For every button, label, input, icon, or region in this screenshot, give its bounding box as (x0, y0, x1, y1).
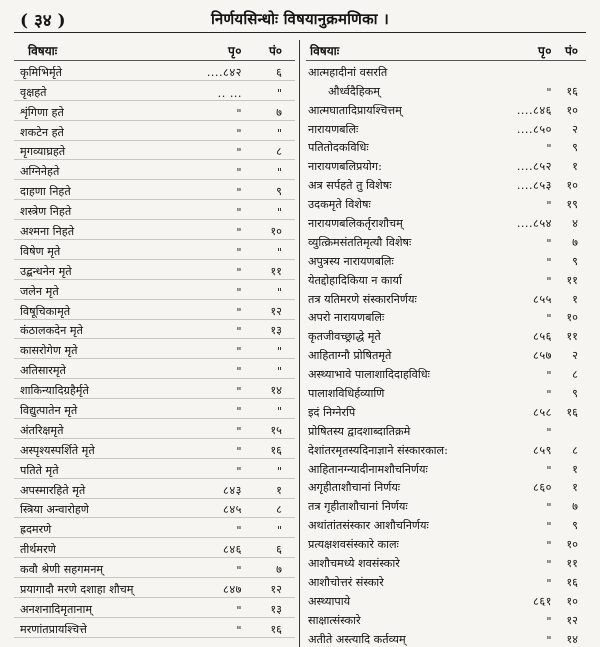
index-entry (14, 518, 295, 538)
entry-subject: तत्र गृहीताशौचानां निर्णयः (308, 500, 408, 514)
index-entry (306, 552, 586, 571)
entry-page-number: " (546, 633, 552, 647)
index-entry (14, 459, 295, 479)
entry-subject: जलेन मृते (20, 284, 59, 298)
entry-page-number: ८४७ (223, 583, 242, 597)
entry-subject: स्त्रिया अन्वारोहणे (20, 503, 89, 517)
entry-page-number: " (236, 325, 242, 339)
index-entry (306, 477, 586, 496)
index-entry (14, 399, 295, 419)
index-entry (14, 618, 295, 638)
entry-subject: अगृहीताशौचानां निर्णयः (308, 481, 401, 495)
entry-page-number: " (236, 444, 242, 458)
entry-line-number: ६ (276, 65, 282, 79)
entry-line-number: १६ (270, 443, 282, 457)
entry-subject: ह्रदमरणे (20, 523, 52, 537)
entry-page-number: " (236, 464, 242, 478)
entry-line-number: १ (572, 462, 578, 476)
entry-page-number: ....८५० (516, 122, 552, 136)
index-entry (14, 320, 295, 340)
index-entry (14, 558, 295, 578)
index-entry (14, 121, 295, 141)
entry-subject: येतद्दोहादिकिया न कार्या (308, 273, 402, 287)
index-entry (306, 514, 586, 533)
index-entry (306, 571, 586, 590)
entry-line-number: ११ (566, 273, 578, 287)
index-entry (14, 141, 295, 161)
entry-line-number: " (276, 245, 282, 259)
entry-subject: आहितानग्न्यादीनामशौचनिर्णयः (308, 462, 428, 476)
entry-line-number: १६ (270, 622, 282, 636)
entry-subject: मृगव्याघ्रहते (20, 145, 66, 159)
entry-page-number: " (546, 255, 552, 269)
index-entry (306, 590, 586, 609)
entry-line-number: १६ (566, 405, 578, 419)
entry-page-number: ....८५२ (516, 160, 552, 174)
entry-subject: शृंगिणा हते (20, 105, 64, 119)
left-column-header (14, 40, 295, 61)
entry-line-number: " (276, 206, 282, 220)
entry-line-number: ९ (572, 141, 578, 155)
entry-page-number: ....८४६ (516, 103, 552, 117)
entry-page-number: " (236, 206, 242, 220)
entry-page-number: " (546, 369, 552, 383)
index-entry (306, 363, 586, 382)
entry-line-number: " (276, 126, 282, 140)
entry-page-number: " (546, 199, 552, 213)
index-entry (306, 533, 586, 552)
entry-subject: मरणांतप्रायश्चित्ते (20, 622, 87, 636)
entry-line-number: ११ (270, 264, 282, 278)
entry-page-number: ८५८ (533, 405, 552, 419)
entry-line-number: ११ (566, 330, 578, 344)
entry-subject: विषेण मृते (20, 244, 61, 258)
index-entry (306, 118, 586, 137)
entry-subject: आत्महादीनां वसरति (308, 65, 388, 79)
entry-subject: अपस्मारहिते मृते (20, 483, 86, 497)
entry-line-number: १ (572, 481, 578, 495)
entry-subject: अग्निनेहते (20, 165, 60, 179)
entry-line-number: १४ (566, 632, 578, 646)
index-entry (14, 200, 295, 220)
index-entry (306, 155, 586, 174)
index-entry (306, 420, 586, 439)
entry-page-number: " (546, 558, 552, 572)
entry-page-number: " (546, 520, 552, 534)
entry-subject: आशौचमध्ये शवसंस्कारे (308, 557, 400, 571)
entry-page-number: " (546, 463, 552, 477)
entry-line-number: १० (270, 225, 282, 239)
index-entry (306, 61, 586, 80)
entry-subject: पतितोदकविधिः (308, 141, 369, 155)
entry-page-number: " (236, 603, 242, 617)
index-entry (14, 81, 295, 101)
entry-subject: प्रयागादौ मरणे दशाहा शौचम् (20, 583, 134, 597)
index-entry (14, 379, 295, 399)
index-entry (14, 180, 295, 200)
entry-page-number: " (546, 85, 552, 99)
entry-subject: अपरो नारायणबलिः (308, 311, 385, 325)
entry-page-number: " (546, 236, 552, 250)
index-entry (14, 419, 295, 439)
entry-subject: अतिसारमृते (20, 364, 66, 378)
index-entry (14, 260, 295, 280)
index-entry (306, 439, 586, 458)
index-entry (306, 174, 586, 193)
index-entry (306, 628, 586, 647)
subject-heading: विषयाः (310, 43, 340, 58)
entry-subject: कंठालकदेन मृते (20, 324, 83, 338)
entry-line-number: ७ (572, 235, 578, 249)
entry-line-number: ११ (566, 557, 578, 571)
entry-line-number: ७ (276, 105, 282, 119)
index-entry (14, 578, 295, 598)
entry-page-number: " (546, 142, 552, 156)
entry-subject: शस्त्रेण निहते (20, 205, 72, 219)
page-header (14, 8, 586, 33)
entry-page-number: ८४६ (223, 543, 242, 557)
entry-subject: विद्युत्पातेन मृते (20, 404, 78, 418)
page-heading: पृ० (227, 43, 242, 58)
entry-line-number: " (276, 285, 282, 299)
entry-subject: शाकिन्यादिग्रहैर्मृते (20, 384, 89, 398)
index-entry (14, 160, 295, 180)
index-entry (14, 61, 295, 81)
entry-subject: विषूचिकामृते (20, 304, 71, 318)
index-entry (14, 280, 295, 300)
entry-page-number: " (236, 245, 242, 259)
entry-line-number: १ (572, 292, 578, 306)
entry-page-number: ....८४२ (206, 65, 242, 79)
entry-page-number: ....८५३ (516, 179, 552, 193)
index-entry (14, 300, 295, 320)
entry-page-number: " (546, 425, 552, 439)
index-entry (306, 609, 586, 628)
entry-line-number: १ (276, 483, 282, 497)
entry-page-number: " (236, 524, 242, 538)
entry-page-number: " (236, 126, 242, 140)
entry-page-number: " (236, 226, 242, 240)
index-entry (306, 307, 586, 326)
entry-page-number: " (236, 385, 242, 399)
line-heading: पं० (564, 43, 578, 58)
entry-page-number: " (236, 345, 242, 359)
entry-line-number: १० (566, 538, 578, 552)
index-entry (306, 80, 586, 99)
entry-page-number: " (236, 623, 242, 637)
entry-page-number: ८५७ (533, 349, 552, 363)
index-entry (306, 193, 586, 212)
entry-page-number: " (236, 265, 242, 279)
index-entry (306, 458, 586, 477)
entry-subject: कवौ श्रेणी सहगमनम् (20, 563, 104, 577)
entry-line-number: " (276, 405, 282, 419)
entry-subject: दाहणा निहते (20, 185, 71, 199)
index-entry (306, 288, 586, 307)
entry-line-number: १२ (270, 583, 282, 597)
entry-page-number: .. ... (217, 86, 242, 100)
entry-line-number: २ (572, 122, 578, 136)
index-entry (306, 325, 586, 344)
left-index-column (14, 40, 300, 647)
entry-line-number: १५ (270, 423, 282, 437)
entry-page-number: " (546, 312, 552, 326)
entry-line-number: ९ (572, 254, 578, 268)
entry-page-number: " (546, 614, 552, 628)
entry-line-number: २ (572, 349, 578, 363)
entry-subject: अतीते अस्त्यादि कर्तव्यम् (308, 632, 406, 646)
entry-page-number: " (236, 285, 242, 299)
entry-line-number: १९ (566, 198, 578, 212)
entry-line-number: ९ (276, 185, 282, 199)
entry-subject: अश्मना निहते (20, 225, 75, 239)
index-entry (306, 137, 586, 156)
entry-page-number: ८५९ (533, 443, 552, 457)
entry-line-number: ९ (572, 519, 578, 533)
entry-line-number: ८ (276, 145, 282, 159)
entry-subject: देशांतरमृतस्यदिनाज्ञाने संस्कारकाल: (308, 443, 448, 457)
entry-page-number: " (236, 146, 242, 160)
entry-page-number: " (236, 424, 242, 438)
entry-page-number: " (546, 274, 552, 288)
entry-line-number: १४ (270, 384, 282, 398)
entry-subject: इदं निग्नेरपि (308, 405, 356, 419)
entry-subject: कृमिभिर्मृते (20, 65, 63, 79)
index-entry (306, 250, 586, 269)
entry-subject: कासरोगेण मृते (20, 344, 78, 358)
entry-page-number: ....८५४ (516, 217, 552, 231)
entry-line-number: ७ (276, 563, 282, 577)
entry-line-number: " (276, 365, 282, 379)
entry-page-number: " (546, 539, 552, 553)
entry-subject: अत्र सर्पहते तु विशेषः (308, 179, 392, 193)
entry-subject: नारायणबलिप्रयोग: (308, 160, 382, 174)
index-entry (14, 240, 295, 260)
entry-subject: शकटेन हते (20, 125, 64, 139)
entry-page-number: ८६० (533, 481, 552, 495)
entry-subject: आत्मघातादिप्रायश्चित्तम् (308, 103, 402, 117)
entry-line-number: १० (566, 311, 578, 325)
index-entry (14, 339, 295, 359)
entry-subject: अस्पृश्यस्पर्शिते मृते (20, 443, 95, 457)
entry-subject: प्रोषितस्य द्वादशाब्दातिक्रमे (308, 424, 411, 438)
index-entry (14, 439, 295, 459)
entry-subject: अस्थ्याभावे पालाशादिदाहविधिः (308, 368, 430, 382)
entry-line-number: " (276, 166, 282, 180)
entry-line-number: १३ (270, 324, 282, 338)
index-entry (14, 499, 295, 519)
entry-line-number: " (276, 345, 282, 359)
page-heading: पृ० (537, 43, 552, 58)
entry-page-number: ८६१ (533, 594, 552, 608)
entry-page-number: " (236, 106, 242, 120)
index-entry (14, 359, 295, 379)
entry-subject: नारायणबलिकर्तृराशौचम् (308, 217, 403, 231)
entry-page-number: " (546, 576, 552, 590)
entry-line-number: ९ (572, 387, 578, 401)
entry-subject: उद्बन्धनेन मृते (20, 264, 72, 278)
index-entry (306, 401, 586, 420)
entry-line-number: ६ (276, 543, 282, 557)
entry-page-number: ८५६ (533, 330, 552, 344)
entry-subject: अनशनादिमृतानाम् (20, 602, 93, 616)
entry-line-number: ८ (276, 503, 282, 517)
entry-line-number: १२ (566, 613, 578, 627)
entry-subject: और्ध्वदैहिकम् (328, 84, 380, 98)
entry-page-number: ८४५ (223, 503, 242, 517)
entry-line-number: १ (572, 160, 578, 174)
entry-page-number: " (236, 405, 242, 419)
entry-line-number: १० (566, 103, 578, 117)
entry-line-number: १० (566, 594, 578, 608)
entry-line-number: " (276, 86, 282, 100)
index-entry (306, 212, 586, 231)
entry-line-number: १६ (566, 575, 578, 589)
entry-subject: उदकमृते विशेषः (308, 198, 371, 212)
index-entry (306, 495, 586, 514)
page-number: ( ३४ ) (20, 11, 66, 31)
entry-line-number: " (276, 524, 282, 538)
entry-line-number: १६ (566, 84, 578, 98)
running-title: निर्णयसिन्धोः विषयानुक्रमणिका । (210, 10, 390, 28)
index-entry (14, 220, 295, 240)
entry-subject: साक्षात्संस्कारे (308, 613, 361, 627)
entry-line-number: ८ (572, 368, 578, 382)
entry-page-number: " (546, 501, 552, 515)
right-index-column (300, 40, 586, 647)
entry-subject: अथांतांतसंस्कार आशौचनिर्णयः (308, 519, 429, 533)
entry-subject: तत्र यतिमरणे संस्कारनिर्णयः (308, 292, 417, 306)
line-heading: पं० (268, 43, 282, 58)
entry-line-number: " (276, 464, 282, 478)
entry-page-number: " (236, 166, 242, 180)
index-columns (14, 40, 586, 647)
entry-line-number: १० (566, 179, 578, 193)
entry-subject: नारायणबलिः (308, 122, 359, 136)
entry-line-number: ७ (572, 500, 578, 514)
entry-subject: आशौचोत्तरं संस्कारे (308, 575, 384, 589)
entry-subject: अंतरिक्षमृते (20, 423, 64, 437)
subject-heading: विषयाः (28, 43, 58, 58)
entry-subject: वृक्षहते (20, 85, 47, 99)
right-column-header (306, 40, 586, 61)
entry-line-number: १२ (270, 304, 282, 318)
entry-page-number: ८४३ (223, 483, 242, 497)
entry-page-number: " (236, 365, 242, 379)
index-entry (306, 344, 586, 363)
entry-subject: पालाशविधिर्हव्याणि (308, 387, 385, 401)
entry-subject: आहिताग्नौ प्रोषितमृते (308, 349, 392, 363)
entry-subject: अपुत्रस्य नारायणबलिः (308, 254, 394, 268)
entry-subject: तीर्थमरणे (20, 543, 56, 557)
index-entry (306, 231, 586, 250)
index-entry (14, 101, 295, 121)
entry-page-number: " (236, 186, 242, 200)
entry-line-number: १३ (270, 602, 282, 616)
entry-line-number: ४ (572, 217, 578, 231)
entry-page-number: " (236, 305, 242, 319)
index-entry (14, 538, 295, 558)
entry-page-number: " (546, 388, 552, 402)
entry-subject: व्युत्क्रिमसंततिमृत्यौ विशेषः (308, 235, 412, 249)
entry-page-number: " (236, 564, 242, 578)
index-entry (306, 99, 586, 118)
index-entry (306, 382, 586, 401)
entry-subject: पतिते मृते (20, 463, 59, 477)
entry-page-number: ८५५ (533, 292, 552, 306)
entry-subject: कृतजीवच्छ्राद्धे मृते (308, 330, 381, 344)
index-entry (14, 479, 295, 499)
entry-subject: प्रत्यक्षशवसंस्कारे कालः (308, 538, 399, 552)
index-entry (14, 598, 295, 618)
index-entry (306, 269, 586, 288)
entry-subject: अस्थ्यापाये (308, 594, 351, 608)
entry-line-number: ८ (572, 443, 578, 457)
